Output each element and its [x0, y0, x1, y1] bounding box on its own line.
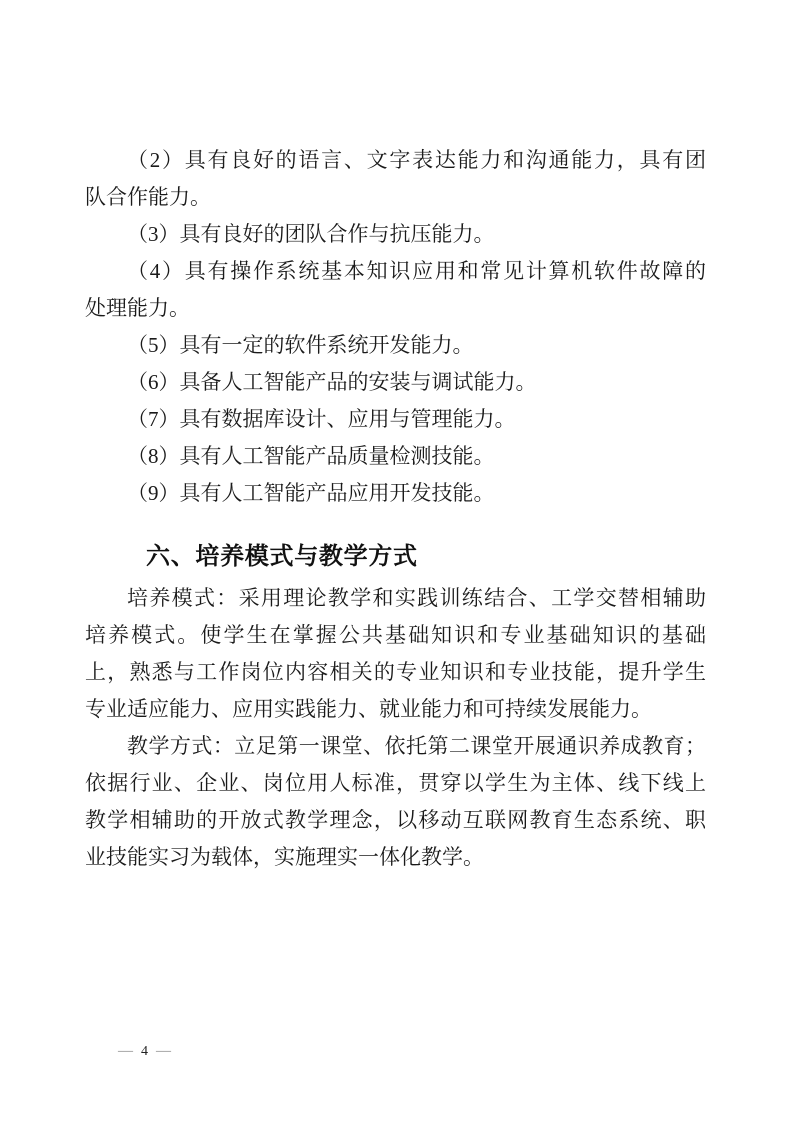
- text-line: （2）具有良好的语言、文字表达能力和沟通能力，具有团: [127, 148, 706, 172]
- ability-list-item: [85, 327, 706, 364]
- ability-list-item: [85, 475, 706, 512]
- text-line: （6）具备人工智能产品的安装与调试能力。: [127, 370, 537, 394]
- text-line: （5）具有一定的软件系统开发能力。: [127, 333, 474, 357]
- text-line: 教学方式：立足第一课堂、依托第二课堂开展通识养成教育；: [127, 734, 706, 758]
- text-line: （9）具有人工智能产品应用开发技能。: [127, 481, 495, 505]
- text-line: 培养模式：采用理论教学和实践训练结合、工学交替相辅助: [127, 586, 706, 610]
- ability-list-item: [85, 401, 706, 438]
- ability-list-item: [85, 253, 706, 327]
- ability-list-item: [85, 364, 706, 401]
- document-body: [85, 142, 706, 876]
- section-heading: 六、培养模式与教学方式: [146, 543, 418, 570]
- paragraph-teaching-method: [85, 728, 706, 876]
- text-line: 教学相辅助的开放式教学理念，以移动互联网教育生态系统、职: [85, 808, 706, 832]
- text-line: （4）具有操作系统基本知识应用和常见计算机软件故障的: [127, 259, 706, 283]
- ability-list-item: [85, 142, 706, 216]
- text-line: （7）具有数据库设计、应用与管理能力。: [127, 407, 516, 431]
- paragraph-training-mode: [85, 580, 706, 728]
- text-line: （3）具有良好的团队合作与抗压能力。: [127, 222, 495, 246]
- text-line: （8）具有人工智能产品质量检测技能。: [127, 444, 495, 468]
- text-line: 处理能力。: [85, 296, 190, 320]
- ability-list-item: [85, 216, 706, 253]
- ability-list-item: [85, 438, 706, 475]
- text-line: 上，熟悉与工作岗位内容相关的专业知识和专业技能，提升学生: [85, 660, 706, 684]
- footer-dash-left: —: [118, 1043, 133, 1059]
- text-line: 业技能实习为载体，实施理实一体化教学。: [85, 845, 484, 869]
- page-number: 4: [141, 1044, 148, 1059]
- text-line: 培养模式。使学生在掌握公共基础知识和专业基础知识的基础: [85, 623, 706, 647]
- text-line: 依据行业、企业、岗位用人标准，贯穿以学生为主体、线下线上: [85, 771, 706, 795]
- text-line: 专业适应能力、应用实践能力、就业能力和可持续发展能力。: [85, 697, 652, 721]
- footer-dash-right: —: [156, 1043, 171, 1059]
- page-footer: [118, 1042, 171, 1061]
- text-line: 队合作能力。: [85, 185, 211, 209]
